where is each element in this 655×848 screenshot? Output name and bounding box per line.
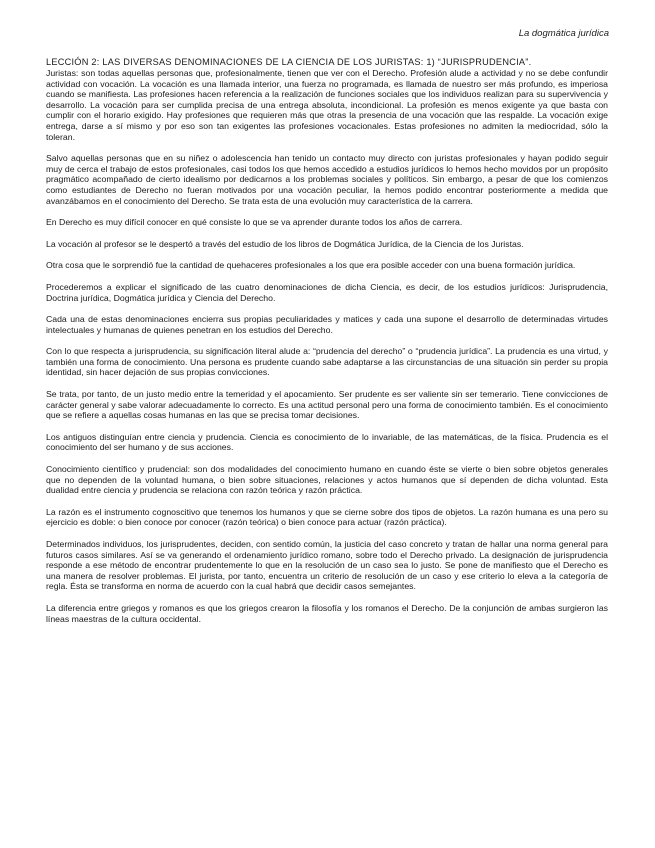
paragraph-vocacion-profesor: La vocación al profesor se le despertó a través del estudio de los libros de Dogmática Jurídica, de la Ciencia de los Juristas. <box>46 238 524 249</box>
paragraph-griegos-romanos: La diferencia entre griegos y romanos es que los griegos crearon la filosofía y los romanos el Derecho. De la conjunción de ambas surgieron las líneas maestras de la cultura occidental. <box>46 602 608 624</box>
paragraph-vocacion-estudios: Salvo aquellas personas que en su niñez o adolescencia han tenido un contacto muy directo con juristas profesionales y hayan podido seguir muy de cerca el trabajo de estos profesionales, casi todos los que hemos accedido a estudios jurídicos lo hemos hecho movidos por un propósito pragmático acompañado de cierto idealismo por dedicarnos a los problemas sociales y políticos. Sin embargo, a pesar de que los comienzos como estudiantes de Derecho no fueran motivados por una vocación peculiar, la hemos podido encontrar posteriormente a medida que avanzábamos en el conocimiento del Derecho. Se trata esta de una evolución muy característica de la carrera. <box>46 153 608 206</box>
paragraph-denominaciones: Procederemos a explicar el significado de las cuatro denominaciones de dicha Ciencia, es decir, de los estudios jurídicos: Jurisprudencia, Doctrina jurídica, Dogmática jurídica y Ciencia del Derecho. <box>46 281 608 303</box>
paragraph-razon: La razón es el instrumento cognoscitivo que tenemos los humanos y que se cierne sobre dos tipos de objetos. La razón humana es una pero su ejercicio es doble: o bien conoce por conocer (razón teórica) o bien conoce para actuar (razón práctica). <box>46 506 608 528</box>
paragraph-dificultad: En Derecho es muy difícil conocer en qué consiste lo que se va aprender durante todos los años de carrera. <box>46 217 463 228</box>
paragraph-jurisprudencia: Con lo que respecta a jurisprudencia, su significación literal alude a: “prudencia del derecho” o “prudencia jurídica”. La prudencia es una virtud, y también una forma de conocimiento. Una persona es prudente cuando sabe adaptarse a las circunstancias de una situación sin perder su propia identidad, sin hacer dejación de sus propias convicciones. <box>46 346 608 378</box>
paragraph-jurisprudentes: Determinados individuos, los jurisprudentes, deciden, con sentido común, la justicia del caso concreto y tratan de hallar una norma general para futuros casos similares. Así se va generando el ordenamiento jurídico romano, sobre todo el Derecho privado. La designación de jurisprudencia responde a ese método de encontrar prudentemente lo que en la resolución de un caso sea lo justo. Se pone de manifiesto que el Derecho es una manera de resolver problemas. El jurista, por tanto, encuentra un criterio de resolución de un caso y ese criterio lo eleva a la categoría de regla. Ésta se transforma en norma de acuerdo con la cual habrá que decidir casos semejantes. <box>46 539 608 592</box>
paragraph-conocimiento: Conocimiento científico y prudencial: son dos modalidades del conocimiento humano en cuando éste se vierte o bien sobre objetos generales que no dependen de la voluntad humana, o bien sobre situaciones, relaciones y actos humanos que sí dependen de dicha voluntad. Esta dualidad entre ciencia y prudencia se relaciona con razón teórica y razón práctica. <box>46 464 608 496</box>
paragraph-ciencia-prudencia: Los antiguos distinguían entre ciencia y prudencia. Ciencia es conocimiento de lo invariable, de las matemáticas, de la física. Prudencia es el conocimiento del ser humano y de sus acciones. <box>46 431 608 453</box>
paragraph-quehaceres: Otra cosa que le sorprendió fue la cantidad de quehaceres profesionales a los que era posible acceder con una buena formación jurídica. <box>46 260 576 271</box>
lesson-title: LECCIÓN 2: LAS DIVERSAS DENOMINACIONES DE LA CIENCIA DE LOS JURISTAS: 1) “JURISPRUDENCIA”. <box>46 57 532 67</box>
paragraph-juristas: Juristas: son todas aquellas personas que, profesionalmente, tienen que ver con el Derecho. Profesión alude a actividad y no se debe confundir actividad con vocación. La vocación es una llamada interior, una fuerza no programada, es llamada de nuestro ser más profundo, es imperiosa cuando se manifiesta. Las profesiones hacen referencia a la realización de funciones sociales que los individuos realizan para su supervivencia y desarrollo. La vocación para ser cumplida precisa de una entrega absoluta, incondicional. La profesión es menos exigente ya que basta con cumplir con el horario exigido. Hay profesiones que requieren más que otras la presencia de una vocación que las respalde. La vocación exige entrega, darse a sí mismo y por eso son tan exigentes las profesiones vocacionales. Estas profesiones no admiten la mediocridad, sólo la toleran. <box>46 68 608 142</box>
paragraph-peculiaridades: Cada una de estas denominaciones encierra sus propias peculiaridades y matices y cada una supone el desarrollo de determinadas virtudes intelectuales y humanas de quienes penetran en los estudios del Derecho. <box>46 314 608 335</box>
paragraph-justo-medio: Se trata, por tanto, de un justo medio entre la temeridad y el apocamiento. Ser prudente es ser valiente sin ser temerario. Tiene convicciones de carácter general y sabe valorar adecuadamente lo correcto. Es una actitud personal pero una forma de conocimiento también. Es el conocimiento que se refiere a aquellas cosas humanas en las que se precisa tomar decisiones. <box>46 389 608 421</box>
lesson-body <box>46 57 608 635</box>
running-header: La dogmática jurídica <box>518 28 609 39</box>
